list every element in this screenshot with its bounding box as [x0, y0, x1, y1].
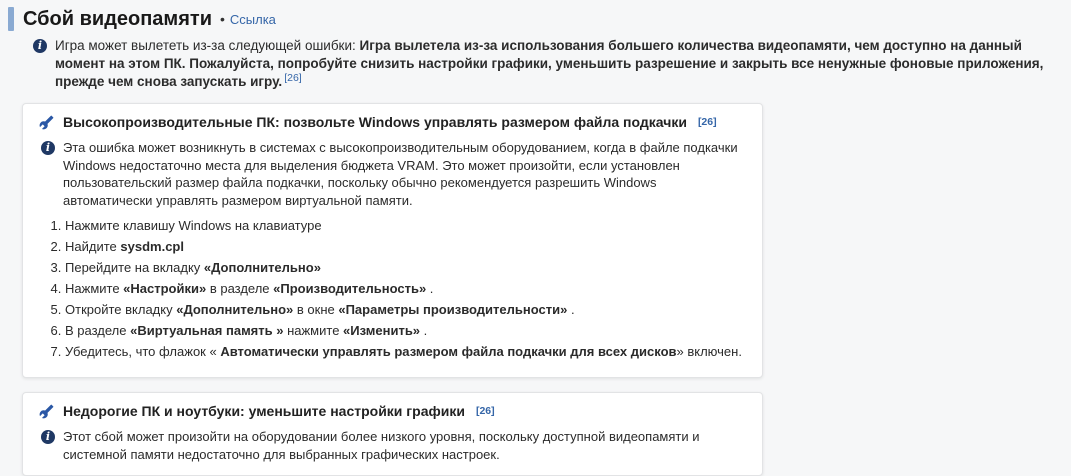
- wrench-icon: [39, 404, 54, 419]
- permalink-link[interactable]: Ссылка: [229, 11, 276, 27]
- card-title-row: Высокопроизводительные ПК: позвольте Windows управлять размером файла подкачки [26]: [39, 114, 746, 130]
- info-icon: i: [41, 430, 55, 444]
- card-note-text: Этот сбой может произойти на оборудовании более низкого уровня, поскольку доступной видеопамяти и системной памяти недостаточно для выбранных графических настроек.: [63, 429, 700, 462]
- card-title-text: Высокопроизводительные ПК: позвольте Windows управлять размером файла подкачки: [63, 114, 687, 130]
- heading-separator: •: [219, 11, 225, 27]
- info-icon: i: [41, 141, 55, 155]
- section-heading: [8, 7, 1055, 31]
- solution-card-high-end-pcs: [22, 103, 763, 378]
- card-note-text: Эта ошибка может возникнуть в системах с высокопроизводительным оборудованием, когда в файле подкачки Windows недостаточно места для выделения бюджета VRAM. Это может произойти, если установлен пользовательский размер файла подкачки, поскольку обычно рекомендуется разрешить Windows автоматически управлять размером виртуальной памяти.: [63, 140, 738, 208]
- page-title: Сбой видеопамяти: [23, 7, 212, 30]
- step-item: 7. Убедитесь, что флажок « Автоматически управлять размером файла подкачки для всех дисков» включен.: [65, 344, 746, 360]
- steps-list: [39, 218, 746, 360]
- step-item: 1. Нажмите клавишу Windows на клавиатуре: [65, 218, 746, 234]
- intro-text: [55, 37, 1051, 91]
- step-item: 3. Перейдите на вкладку «Дополнительно»: [65, 260, 746, 276]
- info-icon: i: [33, 39, 47, 53]
- wrench-icon: [39, 115, 54, 130]
- card-title-text: Недорогие ПК и ноутбуки: уменьшите настройки графики: [63, 403, 465, 419]
- solution-card-low-end-pcs: [22, 392, 763, 476]
- intro-lead: Игра может вылететь из-за следующей ошибки:: [55, 38, 360, 53]
- intro-note: [33, 37, 1051, 91]
- step-item: 6. В разделе «Виртуальная память » нажмите «Изменить» .: [65, 323, 746, 339]
- intro-error-quote: Игра вылетела из-за использования большего количества видеопамяти, чем доступно на данный момент на этом ПК. Пожалуйста, попробуйте снизить настройки графики, уменьшить разрешение и закрыть все ненужные фоновые приложения, прежде чем снова запускать игру.: [55, 38, 1044, 89]
- step-item: 5. Откройте вкладку «Дополнительно» в окне «Параметры производительности» .: [65, 302, 746, 318]
- heading-accent-bar: [8, 7, 14, 31]
- card-note: [41, 139, 746, 209]
- step-item: 2. Найдите sysdm.cpl: [65, 239, 746, 255]
- card-note: [41, 428, 746, 463]
- citation-link[interactable]: [26]: [284, 71, 302, 84]
- card-title-row: Недорогие ПК и ноутбуки: уменьшите настройки графики [26]: [39, 403, 746, 419]
- step-item: 4. Нажмите «Настройки» в разделе «Производительность» .: [65, 281, 746, 297]
